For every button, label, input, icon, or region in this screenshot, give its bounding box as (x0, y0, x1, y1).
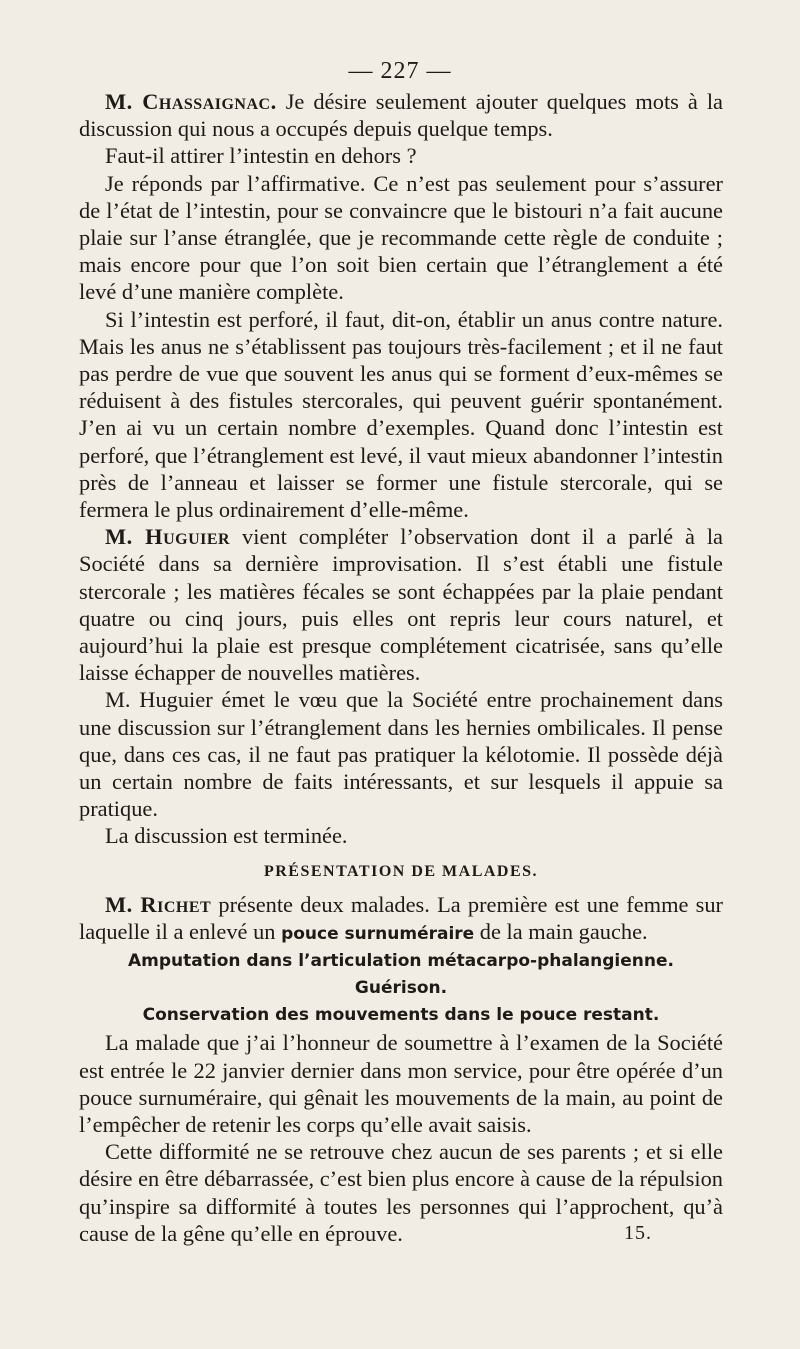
paragraph: Je réponds par l’affirmative. Ce n’est pas seulement pour s’assurer de l’état de l’intestin, pour se convaincre que le bistouri n’a fait aucune plaie sur l’anse étranglée, que je recommande cette règle de conduite ; mais encore pour que l’on soit bien certain que l’étranglement a été levé d’une manière complète. (79, 170, 723, 305)
section-title: PRÉSENTATION DE MALADES. (263, 862, 539, 880)
case-subtitle-line-1: Amputation dans l’articulation métacarpo-phalangienne. Guérison. (128, 951, 674, 999)
paragraph: La malade que j’ai l’honneur de soumettre à l’examen de la Société est entrée le 22 janvier dernier dans mon service, pour être opérée d’un pouce surnuméraire, qui gênait les mouvements de la main, au point de l’empêcher de retenir les corps qu’elle avait saisis. (79, 1030, 723, 1137)
paragraph-chassaignac (79, 88, 723, 142)
speaker-name: M. Richet (105, 891, 212, 917)
paragraph: Si l’intestin est perforé, il faut, dit-on, établir un anus contre nature. Mais les anus ne s’établissent pas toujours très-facilement ; et il ne faut pas perdre de vue que souvent les anus qui se forment d’eux-mêmes se réduisent à des fistules stercorales, qui peuvent guérir spontanément. J’en ai vu un certain nombre d’exemples. Quand donc l’intestin est perforé, que l’étranglement est levé, il vaut mieux abandonner l’intestin près de l’anneau et laisser se former une fistule stercorale, qui se fermera le plus ordinairement d’elle-même. (79, 306, 723, 523)
paragraph-text: vient compléter l’observation dont il a parlé à la Société dans sa dernière improvisation. Il s’est établi une fistule stercorale ; les matières fécales se sont échappées par la plaie pendant quatre ou cinq jours, puis elles ont repris leur cours naturel, et aujourd’hui la plaie est presque complétement cicatrisée, sans qu’elle laisse échapper de nouvelles matières. (79, 524, 723, 686)
speaker-name: M. Huguier (105, 524, 231, 550)
bold-term: pouce surnuméraire (281, 924, 475, 945)
page-number: — 227 — (348, 58, 452, 84)
paragraph: La discussion est terminée. (105, 823, 348, 849)
paragraph: Faut-il attirer l’intestin en dehors ? (105, 143, 417, 169)
paragraph-text: Je désire seulement ajouter quelques mots à la discussion qui nous a occupés depuis quelque temps. (79, 89, 723, 142)
paragraph-richet (79, 891, 723, 948)
paragraph: M. Huguier émet le vœu que la Société entre prochainement dans une discussion sur l’étranglement dans les hernies ombilicales. Il pense que, dans ces cas, il ne faut pas pratiquer la kélotomie. Il possède déjà un certain nombre de faits intéressants, et sur lesquels il appuie sa pratique. (79, 687, 723, 822)
signature-mark: 15. (624, 1222, 652, 1244)
case-subtitle-line-2: Conservation des mouvements dans le pouce restant. (142, 1005, 660, 1026)
paragraph-huguier (79, 523, 723, 686)
speaker-name: M. Chassaignac. (105, 89, 277, 114)
paragraph: Cette difformité ne se retrouve chez aucun de ses parents ; et si elle désire en être débarrassée, c’est bien plus encore à cause de la répulsion qu’inspire sa difformité à toutes les personnes qui l’approchent, qu’à cause de la gêne qu’elle en éprouve. (79, 1139, 723, 1246)
paragraph-text: présente deux malades. La première est une femme sur laquelle il a enlevé un (79, 891, 723, 945)
document-body (79, 88, 723, 1247)
paragraph-text: de la main gauche. (474, 919, 648, 945)
